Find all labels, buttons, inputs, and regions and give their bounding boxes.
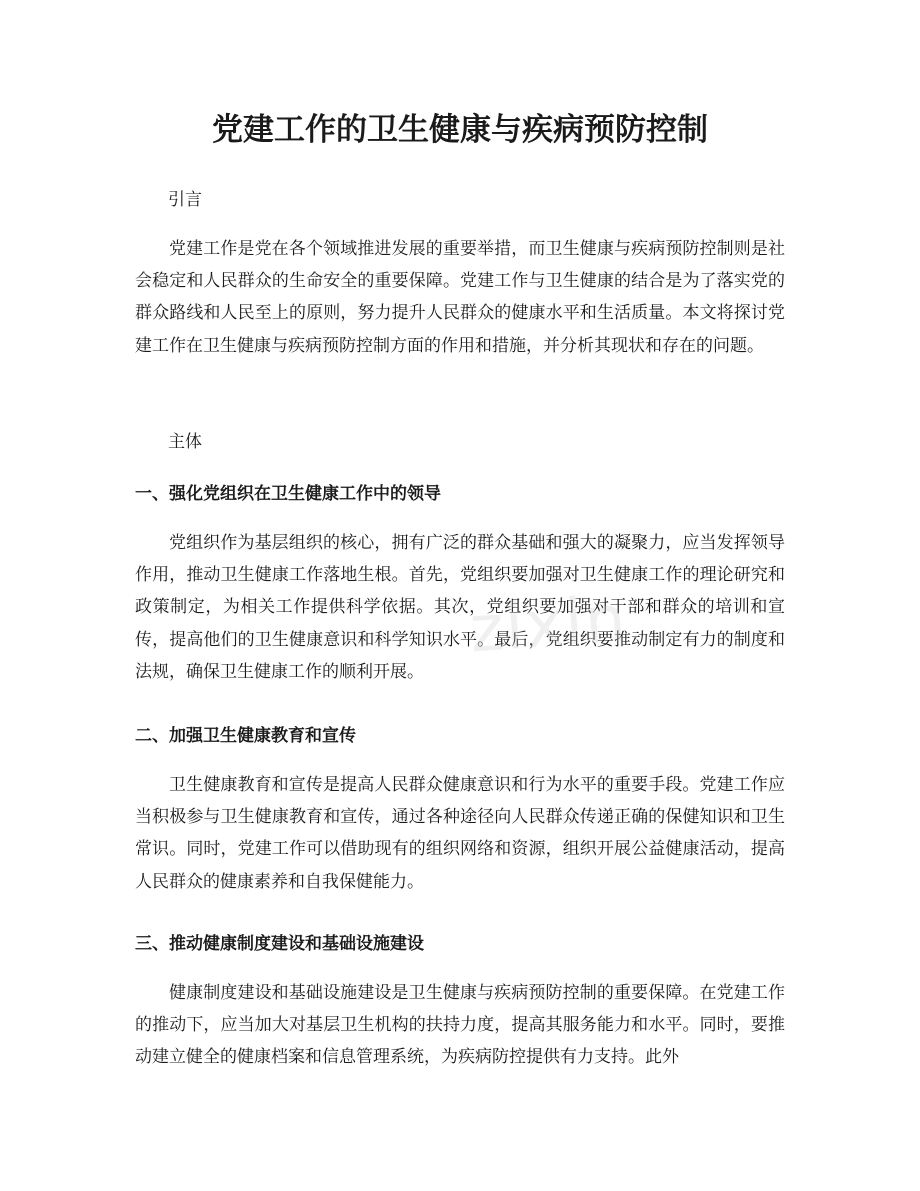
- section-3-paragraph: 健康制度建设和基础设施建设是卫生健康与疾病预防控制的重要保障。在党建工作的推动下，应当加大对基层卫生机构的扶持力度，提高其服务能力和水平。同时，要推动建立健全的健康档案和信息管理系统，为疾病防控提供有力支持。此外: [135, 983, 785, 1068]
- intro-label: 引言: [168, 190, 202, 210]
- body-label: 主体: [168, 432, 202, 452]
- section-2-heading: 二、加强卫生健康教育和宣传: [135, 726, 356, 746]
- section-3-heading: 三、推动健康制度建设和基础设施建设: [135, 934, 424, 954]
- section-1-paragraph: 党组织作为基层组织的核心，拥有广泛的群众基础和强大的凝聚力，应当发挥领导作用，推动卫生健康工作落地生根。首先，党组织要加强对卫生健康工作的理论研究和政策制定，为相关工作提供科学依据。其次，党组织要加强对干部和群众的培训和宣传，提高他们的卫生健康意识和科学知识水平。最后，党组织要推动制定有力的制度和法规，确保卫生健康工作的顺利开展。: [135, 533, 785, 682]
- watermark: zixin: [467, 582, 630, 668]
- section-2-paragraph: 卫生健康教育和宣传是提高人民群众健康意识和行为水平的重要手段。党建工作应当积极参与卫生健康教育和宣传，通过各种途径向人民群众传递正确的保健知识和卫生常识。同时，党建工作可以借助现有的组织网络和资源，组织开展公益健康活动，提高人民群众的健康素养和自我保健能力。: [135, 775, 785, 892]
- document-title: 党建工作的卫生健康与疾病预防控制: [212, 112, 708, 148]
- intro-paragraph: 党建工作是党在各个领域推进发展的重要举措，而卫生健康与疾病预防控制则是社会稳定和人民群众的生命安全的重要保障。党建工作与卫生健康的结合是为了落实党的群众路线和人民至上的原则，努力提升人民群众的健康水平和生活质量。本文将探讨党建工作在卫生健康与疾病预防控制方面的作用和措施，并分析其现状和存在的问题。: [135, 239, 785, 356]
- section-1-heading: 一、强化党组织在卫生健康工作中的领导: [135, 484, 441, 504]
